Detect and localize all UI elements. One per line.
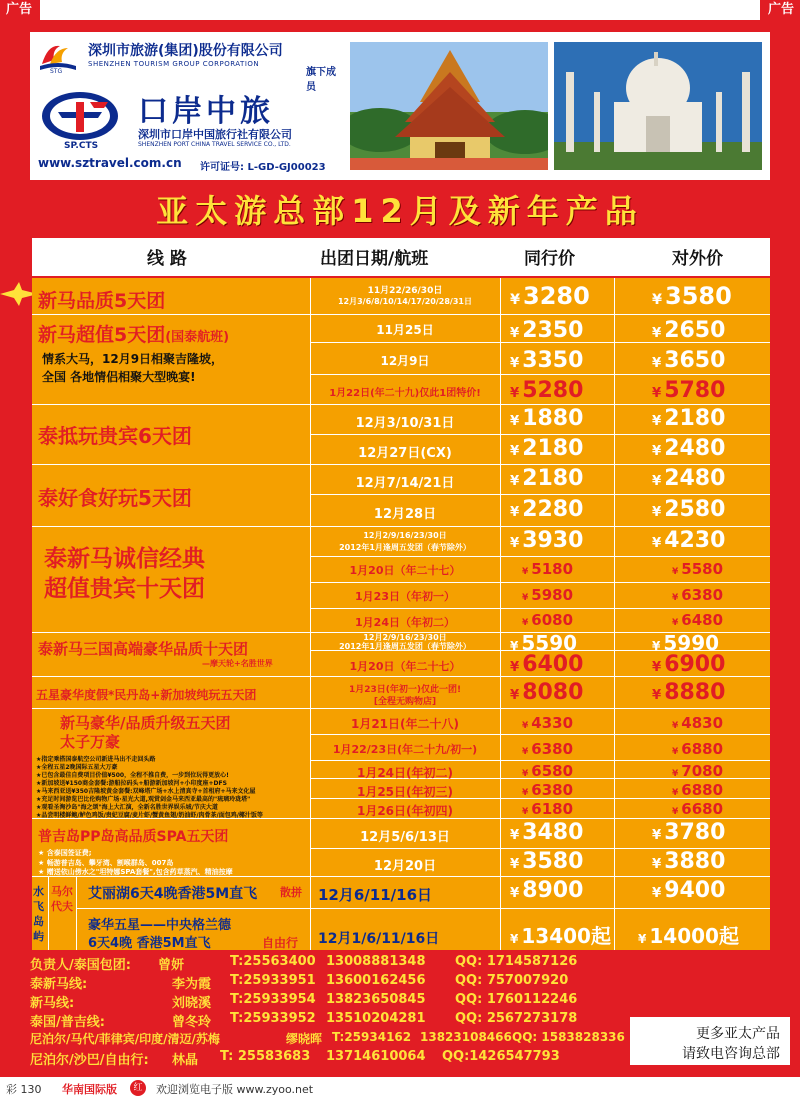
ad-label-right: 广告 xyxy=(762,0,800,20)
route-note: ★新加坡送¥150商金套餐:游船拉码头+船游新加坡河+小印度座+DFS xyxy=(36,780,227,787)
divider xyxy=(614,278,615,950)
route-name: 泰好食好玩5天团 xyxy=(38,486,192,510)
trade-price: ¥ 6080 xyxy=(522,611,574,629)
departure-date: 12月3/6/8/10/14/17/20/28/31日 xyxy=(337,297,472,306)
route-name: 豪华五星——中央格兰德 xyxy=(88,918,232,933)
public-price: ¥ 6680 xyxy=(672,800,724,818)
route-name: 6天4晚 香港5M直飞 xyxy=(88,936,211,951)
divider xyxy=(76,876,77,950)
divider xyxy=(310,434,770,435)
trade-price: ¥ 3350 xyxy=(510,348,584,373)
trade-price: ¥ 2180 xyxy=(510,436,584,461)
route-name: 新马超值5天团(国泰航班) xyxy=(38,324,230,346)
public-price: ¥ 5580 xyxy=(672,560,724,578)
public-price: ¥ 2580 xyxy=(652,497,726,522)
trade-price: ¥ 6380 xyxy=(522,740,574,758)
contact-phone[interactable]: T:25933951 xyxy=(230,973,316,988)
departure-date: 2012年1月逢周五发团（春节除外） xyxy=(339,543,471,552)
departure-date: 12月20日 xyxy=(373,859,437,874)
departure-date: 12月1/6/11/16日 xyxy=(318,931,440,947)
contact-phone[interactable]: T:25934162 xyxy=(332,1030,412,1044)
contact-phone[interactable]: T: 25583683 xyxy=(220,1049,311,1064)
trade-price: ¥ 8900 xyxy=(510,878,584,903)
departure-date: 1月24日（年初二） xyxy=(355,616,455,629)
contact-label: 尼泊尔/沙巴/自由行: xyxy=(30,1053,149,1068)
divider xyxy=(310,556,770,557)
route-note: ★观看圣淘沙岛"海之颂"海上大汇演，全新名胜世界娱乐城/节庆大道 xyxy=(36,804,218,811)
contact-qq[interactable]: QQ: 2567273178 xyxy=(455,1011,578,1026)
trade-price: ¥ 6580 xyxy=(522,762,574,780)
route-name: 超值贵宾十天团 xyxy=(44,576,205,602)
departure-date: 12月7/14/21日 xyxy=(355,476,455,491)
departure-date: [全程无购物店] xyxy=(373,697,437,707)
departure-date: 1月21日(年二十八) xyxy=(350,717,460,731)
edition-label: 华南国际版 xyxy=(62,1083,117,1096)
route-name: 艾丽湖6天4晚香港5M直飞 xyxy=(88,886,258,902)
route-tag: 自由行 xyxy=(262,936,299,950)
price-table xyxy=(32,278,770,950)
departure-date: 12月9日 xyxy=(380,354,430,368)
contact-qq[interactable]: QQ: 757007920 xyxy=(455,973,569,988)
departure-date: 1月20日（年二十七） xyxy=(349,660,461,673)
public-price: ¥ 14000起 xyxy=(638,924,739,948)
col-route: 线 路 xyxy=(147,249,187,269)
trade-price: ¥ 3280 xyxy=(510,282,590,310)
public-price: ¥ 3780 xyxy=(652,820,726,845)
route-name: 新马品质5天团 xyxy=(38,290,166,312)
route-name: 太子万豪 xyxy=(60,733,121,751)
col-trade-price: 同行价 xyxy=(524,249,575,269)
route-name: 新马豪华/品质升级五天团 xyxy=(60,714,231,732)
spcts-text: SP.CTS xyxy=(64,141,99,150)
public-price: ¥ 5780 xyxy=(652,378,726,403)
col-date: 出团日期/航班 xyxy=(320,249,429,269)
route-note: ★指定乘搭国泰航空公司新进马出不走回头路 xyxy=(36,756,156,763)
departure-date: 12月2/9/16/23/30日 xyxy=(363,531,447,540)
divider xyxy=(310,760,770,761)
public-price: ¥ 6480 xyxy=(672,611,724,629)
departure-date: 2012年1月逢周五发团（春节除外） xyxy=(339,642,471,651)
route-note: ★品尝明楼鲜鲍/鲈色鸡饭/贵妃豆腐/麦片虾/蟹黄鱼翅/奶油虾/肉骨茶/面包鸡/椰汁饭等 xyxy=(36,812,263,819)
divider xyxy=(32,464,770,465)
public-price: ¥ 3580 xyxy=(652,282,732,310)
more-info-box xyxy=(630,1017,790,1065)
trade-price: ¥ 2180 xyxy=(510,466,584,491)
contact-qq[interactable]: QQ:1426547793 xyxy=(442,1049,560,1064)
trade-price: ¥ 5280 xyxy=(510,378,584,403)
contact-mobile[interactable]: 13600162456 xyxy=(326,973,426,988)
contact-name: 林晶 xyxy=(172,1053,199,1068)
more-line: 更多亚太产品 xyxy=(696,1026,780,1042)
contact-label: 泰新马线: xyxy=(30,977,88,992)
route-note: ★全程五星2晚国际五星大万豪 xyxy=(36,764,118,771)
divider xyxy=(32,314,770,315)
public-price: ¥ 5990 xyxy=(652,631,720,655)
trade-price: ¥ 8080 xyxy=(510,680,584,705)
website-link[interactable]: www.sztravel.com.cn xyxy=(38,156,182,170)
contact-mobile[interactable]: 13510204281 xyxy=(326,1011,426,1026)
contact-name: 缪晓晖 xyxy=(286,1032,323,1046)
contact-qq[interactable]: QQ: 1760112246 xyxy=(455,992,578,1007)
page-footer xyxy=(0,1077,800,1100)
departure-date: 1月22日(年二十九)仅此1团特价! xyxy=(329,388,481,399)
trade-price: ¥ 6380 xyxy=(522,781,574,799)
contact-name: 曾妍 xyxy=(158,958,185,973)
divider xyxy=(310,494,770,495)
route-name: 泰抵玩贵宾6天团 xyxy=(38,424,192,448)
contact-label: 泰国/普吉线: xyxy=(30,1015,105,1030)
public-price: ¥ 6380 xyxy=(672,586,724,604)
contact-mobile[interactable]: 13008881348 xyxy=(326,954,426,969)
departure-date: 11月25日 xyxy=(376,323,434,337)
public-price: ¥ 7080 xyxy=(672,762,724,780)
route-name: 普吉岛PP岛高品质SPA五天团 xyxy=(38,829,229,845)
route-name: 五星豪华度假*民丹岛+新加坡纯玩五天团 xyxy=(36,688,257,702)
contact-label: 新马线: xyxy=(30,996,75,1011)
contact-label: 尼泊尔/马代/菲律宾/印度/清迈/苏梅 xyxy=(30,1032,220,1046)
public-price: ¥ 4230 xyxy=(652,528,726,553)
route-note: ★充足时间游览巴比伦购物广场·星光大道,观赏剑金马来西亚最高的"琉璃玲珑塔" xyxy=(36,796,251,803)
contact-mobile[interactable]: 13823108466 xyxy=(420,1030,512,1044)
trade-price: ¥ 13400起 xyxy=(510,924,611,948)
brand-subtitle-en: SHENZHEN PORT CHINA TRAVEL SERVICE CO., LTD. xyxy=(138,141,291,148)
edition-badge: 红 xyxy=(130,1080,146,1096)
divider xyxy=(48,876,49,950)
trade-price: ¥ 2280 xyxy=(510,497,584,522)
more-line: 请致电咨询总部 xyxy=(682,1046,780,1062)
departure-date: 1月25日(年初三) xyxy=(356,785,454,799)
trade-price: ¥ 3480 xyxy=(510,820,584,845)
divider xyxy=(310,582,770,583)
contact-qq[interactable]: QQ: 1583828336 xyxy=(512,1030,625,1044)
departure-date: 1月22/23日(年二十九/初一) xyxy=(332,743,478,756)
contact-name: 刘晓溪 xyxy=(172,996,212,1011)
top-strip xyxy=(40,0,760,20)
trade-price: ¥ 1880 xyxy=(510,406,584,431)
departure-date: 12月2/9/16/23/30日 xyxy=(363,633,447,642)
route-note: ★ 赠送依山傍水之"坦特娜SPA套餐",包含药草蒸汽、精油按摩 xyxy=(38,868,233,876)
side-label: 马尔代夫 xyxy=(51,885,73,913)
trade-price: ¥ 3580 xyxy=(510,849,584,874)
trade-price: ¥ 3930 xyxy=(510,528,584,553)
contact-phone[interactable]: T:25933954 xyxy=(230,992,316,1007)
route-tag: 散拼 xyxy=(280,886,302,899)
route-note: ★马来西亚送¥350吉隆坡黄金套餐:双峰塔广场+水上清真寺+首相府+马来文化屋 xyxy=(36,788,256,795)
trade-price: ¥ 6180 xyxy=(522,800,574,818)
site-link[interactable]: 欢迎浏览电子版 www.zyoo.net xyxy=(156,1083,314,1096)
ad-label-left: 广告 xyxy=(0,0,38,20)
public-price: ¥ 6880 xyxy=(672,781,724,799)
trade-price: ¥ 6400 xyxy=(510,652,584,677)
departure-date: 1月23日（年初一） xyxy=(355,590,455,603)
departure-date: 12月5/6/13日 xyxy=(360,830,450,845)
public-price: ¥ 2650 xyxy=(652,318,726,343)
page-title: 亚太游总部12月及新年产品 xyxy=(156,192,644,230)
departure-date: 1月20日（年二十七） xyxy=(349,564,461,577)
departure-date: 12月28日 xyxy=(373,507,437,522)
departure-date: 1月26日(年初四) xyxy=(356,804,454,818)
route-name: 泰新马诚信经典 xyxy=(44,546,205,572)
trade-price: ¥ 5180 xyxy=(522,560,574,578)
public-price: ¥ 2180 xyxy=(652,406,726,431)
contact-name: 曾冬玲 xyxy=(172,1015,212,1030)
license-number: 许可证号: L-GD-GJ00023 xyxy=(200,162,326,173)
public-price: ¥ 8880 xyxy=(652,680,726,705)
contact-mobile[interactable]: 13714610064 xyxy=(326,1049,426,1064)
table-header xyxy=(32,238,770,276)
divider xyxy=(32,404,770,405)
contact-name: 李为霞 xyxy=(172,977,212,992)
trade-price: ¥ 2350 xyxy=(510,318,584,343)
divider xyxy=(310,608,770,609)
member-label: 旗下成员 xyxy=(306,67,336,93)
departure-date: 12月3/10/31日 xyxy=(355,416,455,431)
stg-wave-icon xyxy=(38,38,78,74)
public-price: ¥ 6880 xyxy=(672,740,724,758)
public-price: ¥ 3650 xyxy=(652,348,726,373)
route-note: ★ 畅游普吉岛、攀牙湾、割喉群岛、007岛 xyxy=(38,859,174,867)
page-number: 彩 130 xyxy=(6,1083,42,1096)
divider xyxy=(500,278,501,950)
route-note: ★ 含泰国签证费; xyxy=(38,849,92,857)
taj-mahal-photo xyxy=(554,42,762,170)
thai-temple-photo xyxy=(350,42,548,170)
public-price: ¥ 9400 xyxy=(652,878,726,903)
divider xyxy=(310,734,770,735)
divider xyxy=(32,526,770,527)
contact-phone[interactable]: T:25933952 xyxy=(230,1011,316,1026)
public-price: ¥ 4830 xyxy=(672,714,724,732)
side-label: 水飞岛屿 xyxy=(33,885,44,943)
route-name: 泰新马三国高端豪华品质十天团 xyxy=(38,640,249,658)
public-price: ¥ 6900 xyxy=(652,652,726,677)
contact-qq[interactable]: QQ: 1714587126 xyxy=(455,954,578,969)
brand-subtitle: 深圳市口岸中国旅行社有限公司 xyxy=(138,128,292,141)
group-company-name-en: SHENZHEN TOURISM GROUP CORPORATION xyxy=(88,60,260,68)
public-price: ¥ 2480 xyxy=(652,436,726,461)
divider xyxy=(32,708,770,709)
spcts-logo-icon xyxy=(38,88,128,150)
header-panel xyxy=(30,32,770,180)
trade-price: ¥ 5980 xyxy=(522,586,574,604)
contact-label: 负责人/泰国包团: xyxy=(30,958,131,973)
departure-date: 1月23日(年初一)仅此一团! xyxy=(348,685,462,695)
group-logo xyxy=(38,38,338,93)
contact-mobile[interactable]: 13823650845 xyxy=(326,992,426,1007)
col-public-price: 对外价 xyxy=(672,249,723,269)
departure-date: 12月27日(CX) xyxy=(358,446,452,461)
stg-text: STG xyxy=(50,68,63,74)
public-price: ¥ 3880 xyxy=(652,849,726,874)
departure-date: 1月24日(年初二) xyxy=(356,766,454,780)
group-company-name: 深圳市旅游(集团)股份有限公司 xyxy=(88,43,283,59)
brand-name: 口岸中旅 xyxy=(138,94,274,129)
divider xyxy=(310,374,770,375)
route-note: ★已包含最佳自费项目价值¥500，全程不推自费，一步到位玩得更放心! xyxy=(36,772,229,779)
contact-phone[interactable]: T:25563400 xyxy=(230,954,316,969)
divider xyxy=(77,908,770,909)
route-note: —摩天轮+名胜世界 xyxy=(202,659,273,668)
route-note: 情系大马，12月9日相聚吉隆坡， xyxy=(42,352,224,366)
departure-date: 11月22/26/30日 xyxy=(367,286,443,296)
trade-price: ¥ 4330 xyxy=(522,714,574,732)
departure-date: 12月6/11/16日 xyxy=(318,886,433,904)
route-note: 全国 各地情侣相聚大型晚宴! xyxy=(42,370,196,384)
trade-price: ¥ 5590 xyxy=(510,631,578,655)
public-price: ¥ 2480 xyxy=(652,466,726,491)
